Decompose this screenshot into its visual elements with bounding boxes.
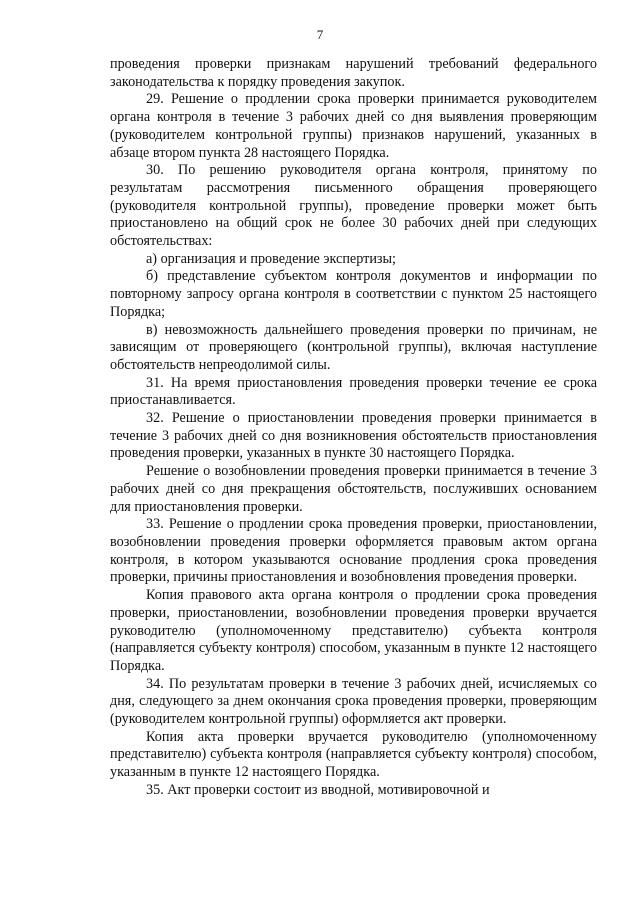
paragraph-item-32: 32. Решение о приостановлении проведения проверки принимается в течение 3 рабочих дней со дня возникновения обстоятельств приостановления проведения проверки, указанных в пункте 30 настоящего Порядка. (110, 410, 597, 462)
list-item-b: б) представление субъектом контроля документов и информации по повторному запросу органа контроля в соответствии с пунктом 25 настоящего Порядка; (110, 268, 597, 320)
paragraph-item-35: 35. Акт проверки состоит из вводной, мотивировочной и (146, 781, 490, 798)
paragraph-item-33: 33. Решение о продлении срока проведения проверки, приостановлении, возобновлении проведения проверки оформляется правовым актом органа контроля, в котором указываются основание продления срока проведения проверки, причины приостановления и возобновления проведения проверки. (110, 516, 597, 586)
page-number: 7 (316, 27, 324, 42)
paragraph: проведения проверки признакам нарушений требований федерального законодательства к порядку проведения закупок. (110, 56, 597, 90)
paragraph-item-29: 29. Решение о продлении срока проверки принимается руководителем органа контроля в течение 3 рабочих дней со дня выявления проверяющим (руководителем контрольной группы) признаков нарушений, указанных в абзаце втором пункта 28 настоящего Порядка. (110, 91, 597, 161)
paragraph: Копия правового акта органа контроля о продлении срока проведения проверки, приостановлении, возобновлении проведения проверки вручается руководителю (уполномоченному представителю) субъекта контроля (направляется субъекту контроля) способом, указанным в пункте 12 настоящего Порядка. (110, 587, 597, 674)
paragraph-item-34: 34. По результатам проверки в течение 3 рабочих дней, исчисляемых со дня, следующего за днем окончания срока проведения проверки, проверяющим (руководителем контрольной группы) оформляется акт проверки. (110, 675, 597, 728)
paragraph-item-31: 31. На время приостановления проведения проверки течение ее срока приостанавливается. (110, 374, 597, 409)
paragraph: Решение о возобновлении проведения проверки принимается в течение 3 рабочих дней со дня прекращения обстоятельств, послуживших основанием для приостановления проверки. (110, 463, 597, 515)
document-body (110, 56, 597, 800)
list-item-a: а) организация и проведение экспертизы; (146, 250, 396, 267)
list-item-v: в) невозможность дальнейшего проведения проверки по причинам, не зависящим от проверяющего (контрольной группы), включая наступление обстоятельств непреодолимой силы. (110, 321, 597, 373)
paragraph-item-30: 30. По решению руководителя органа контроля, принятому по результатам рассмотрения письменного обращения проверяющего (руководителя контрольной группы), проведение проверки может быть приостановлено на общий срок не более 30 рабочих дней при следующих обстоятельствах: (110, 162, 597, 250)
paragraph: Копия акта проверки вручается руководителю (уполномоченному представителю) субъекта контроля (направляется субъекту контроля) способом, указанным в пункте 12 настоящего Порядка. (110, 728, 597, 781)
